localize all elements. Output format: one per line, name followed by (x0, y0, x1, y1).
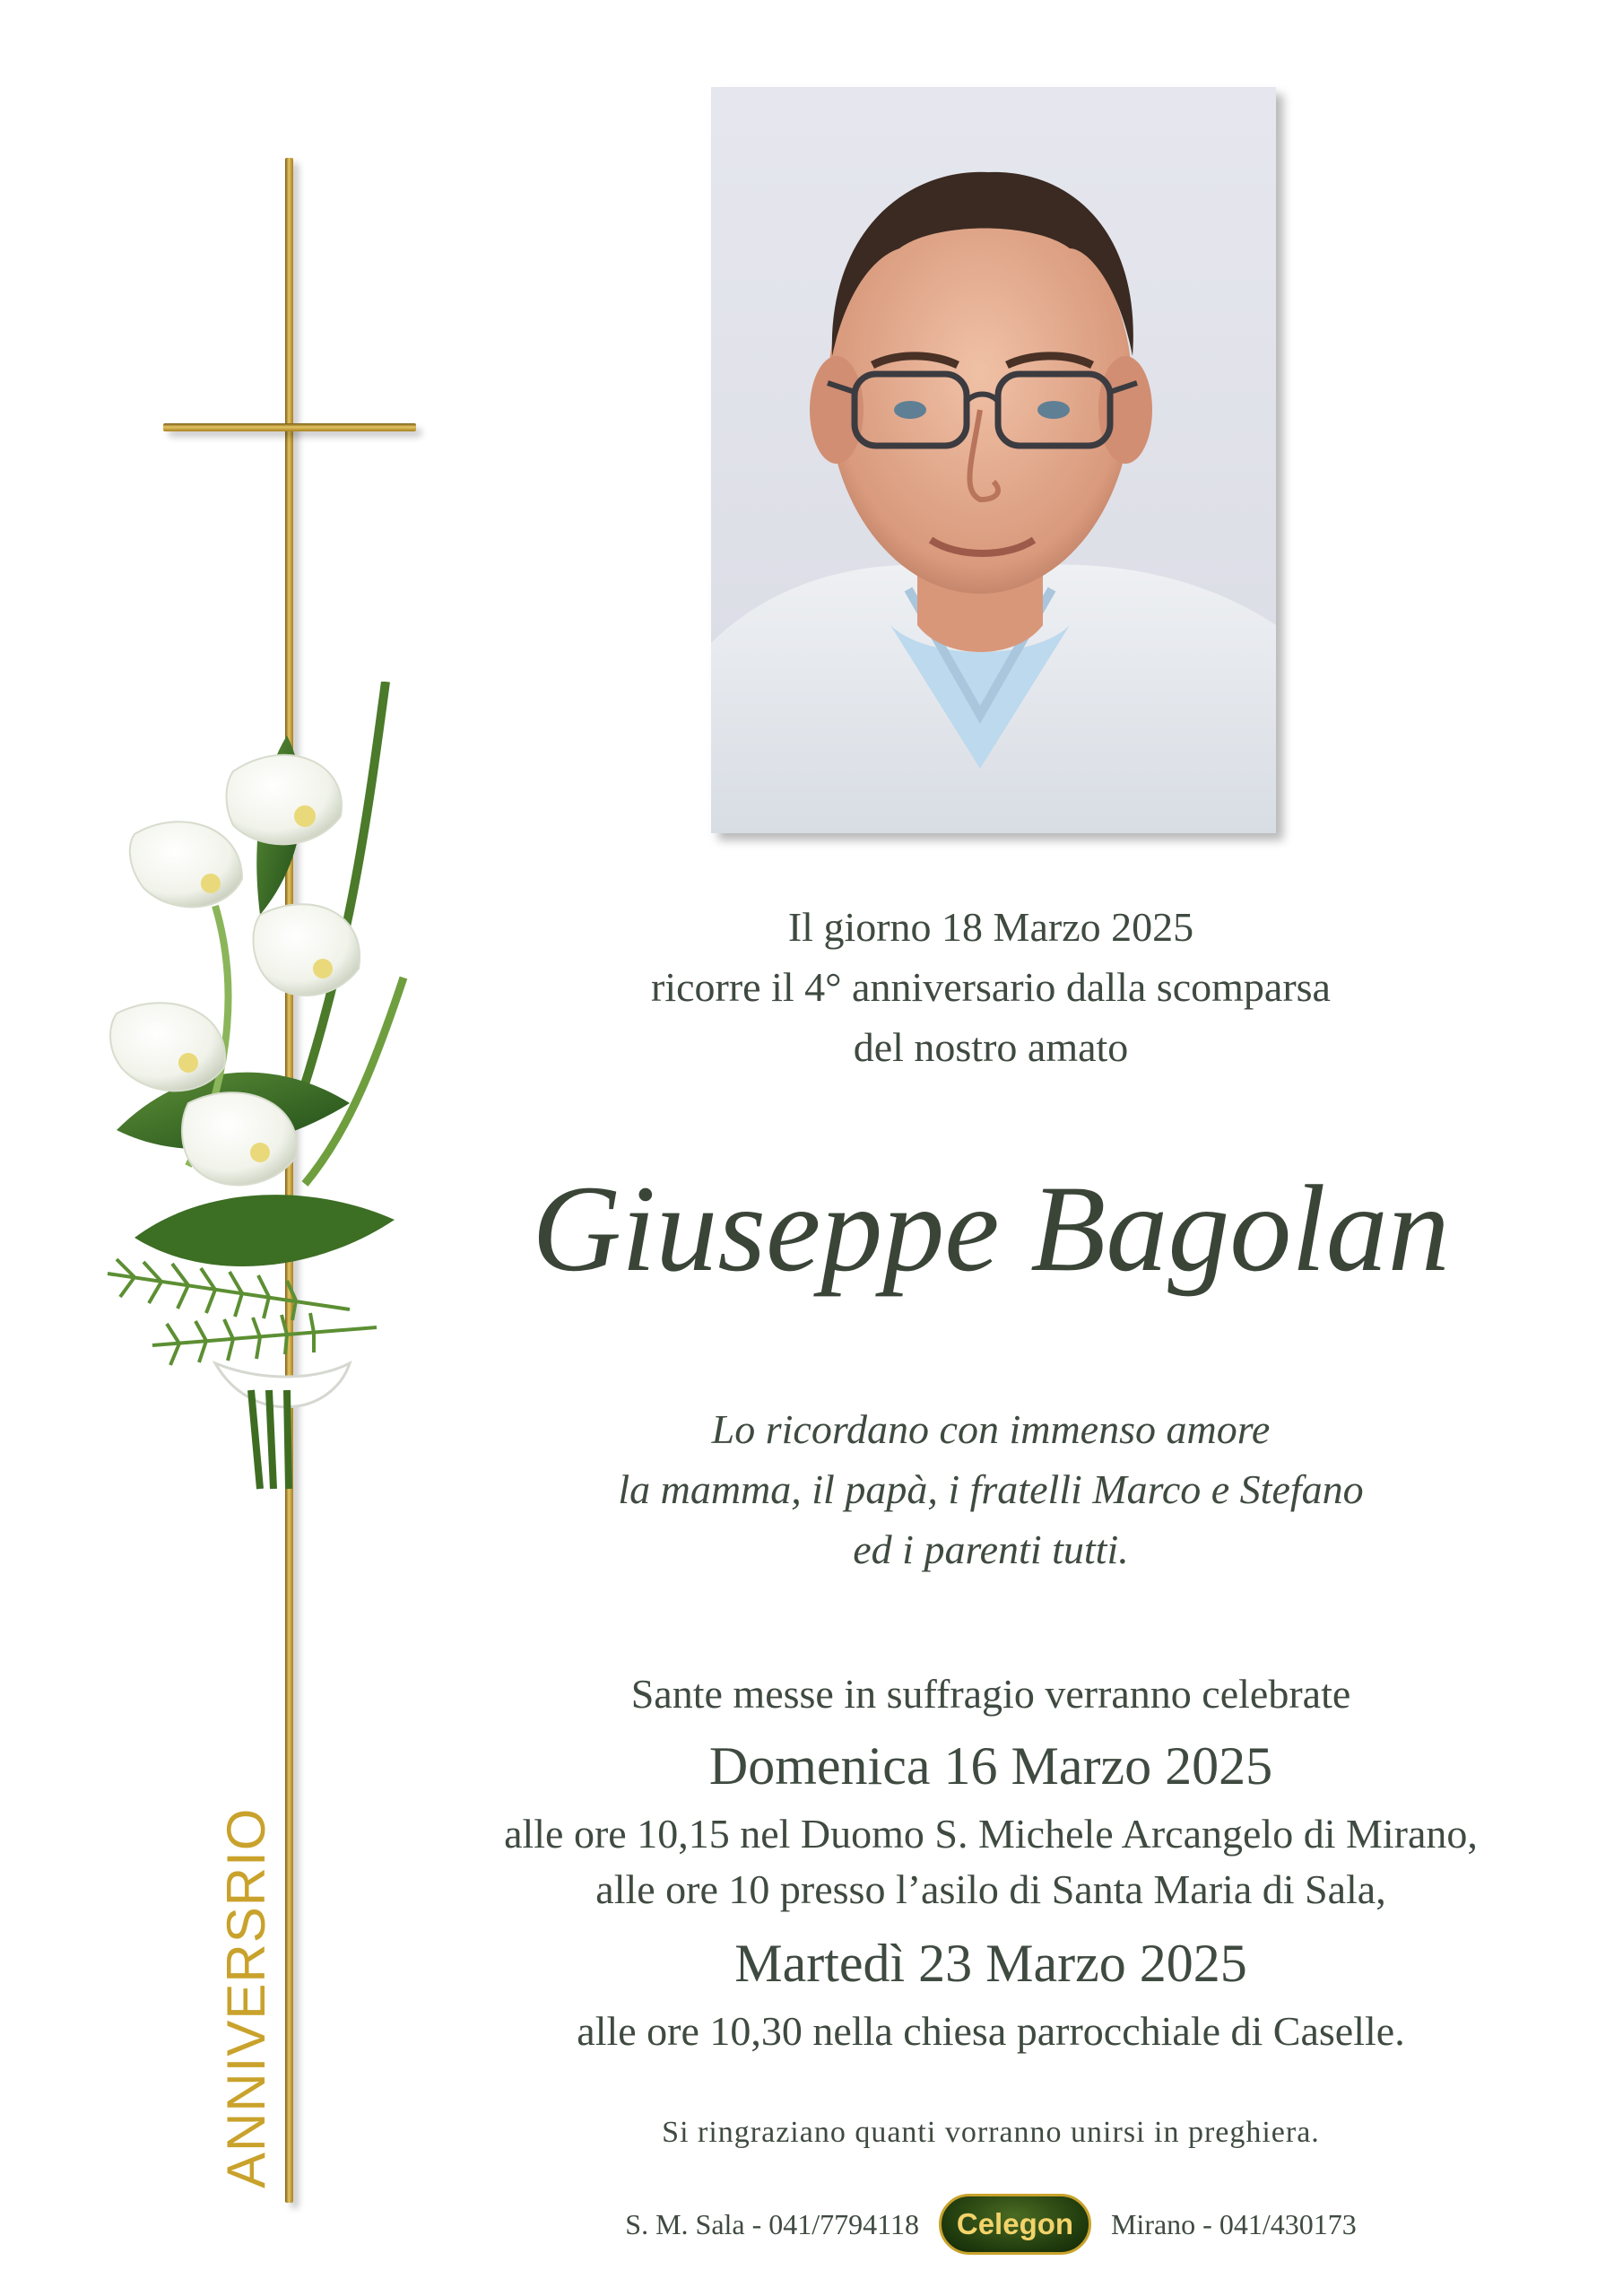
intro-line-2: ricorre il 4° anniversario dalla scomparsa (651, 964, 1331, 1010)
mass-date-2: Martedì 23 Marzo 2025 (734, 1934, 1247, 1993)
portrait-person-icon (711, 87, 1276, 833)
mass-date-1-line-1: alle ore 10,15 nel Duomo S. Michele Arcangelo di Mirano, (504, 1811, 1478, 1857)
deceased-name: Giuseppe Bagolan (532, 1160, 1450, 1297)
masses-intro: Sante messe in suffragio verranno celebrate (630, 1671, 1351, 1717)
mass-date-1: Domenica 16 Marzo 2025 (708, 1736, 1273, 1796)
intro-line-3: del nostro amato (853, 1024, 1129, 1070)
cross-horizontal-bar (163, 423, 416, 431)
footer (395, 2188, 1587, 2260)
footer-left-contact: S. M. Sala - 041/7794118 (625, 2207, 919, 2240)
celegon-logo (939, 2194, 1091, 2255)
anniversary-label: ANNIVERSRIO (216, 1807, 276, 2188)
remembrance-text (395, 1399, 1587, 1579)
logo-text: Celegon (956, 2207, 1074, 2240)
footer-right-contact: Mirano - 041/430173 (1110, 2207, 1357, 2240)
anniversary-intro (395, 897, 1587, 1077)
mass-date-1-details (395, 1806, 1587, 1918)
mass-date-2-line-1: alle ore 10,30 nella chiesa parrocchiale di Caselle. (577, 2008, 1405, 2054)
portrait-photo (711, 87, 1276, 833)
remember-line-2: la mamma, il papà, i fratelli Marco e Stefano (618, 1466, 1364, 1512)
remember-line-1: Lo ricordano con immenso amore (711, 1406, 1271, 1452)
calla-lily-bouquet-icon (81, 682, 475, 1507)
remember-line-3: ed i parenti tutti. (853, 1526, 1129, 1572)
thanks-text: Si ringraziano quanti vorranno unirsi in preghiera. (662, 2116, 1320, 2149)
mass-date-1-line-2: alle ore 10 presso l’asilo di Santa Maria di Sala, (595, 1866, 1386, 1912)
intro-line-1: Il giorno 18 Marzo 2025 (787, 904, 1194, 950)
